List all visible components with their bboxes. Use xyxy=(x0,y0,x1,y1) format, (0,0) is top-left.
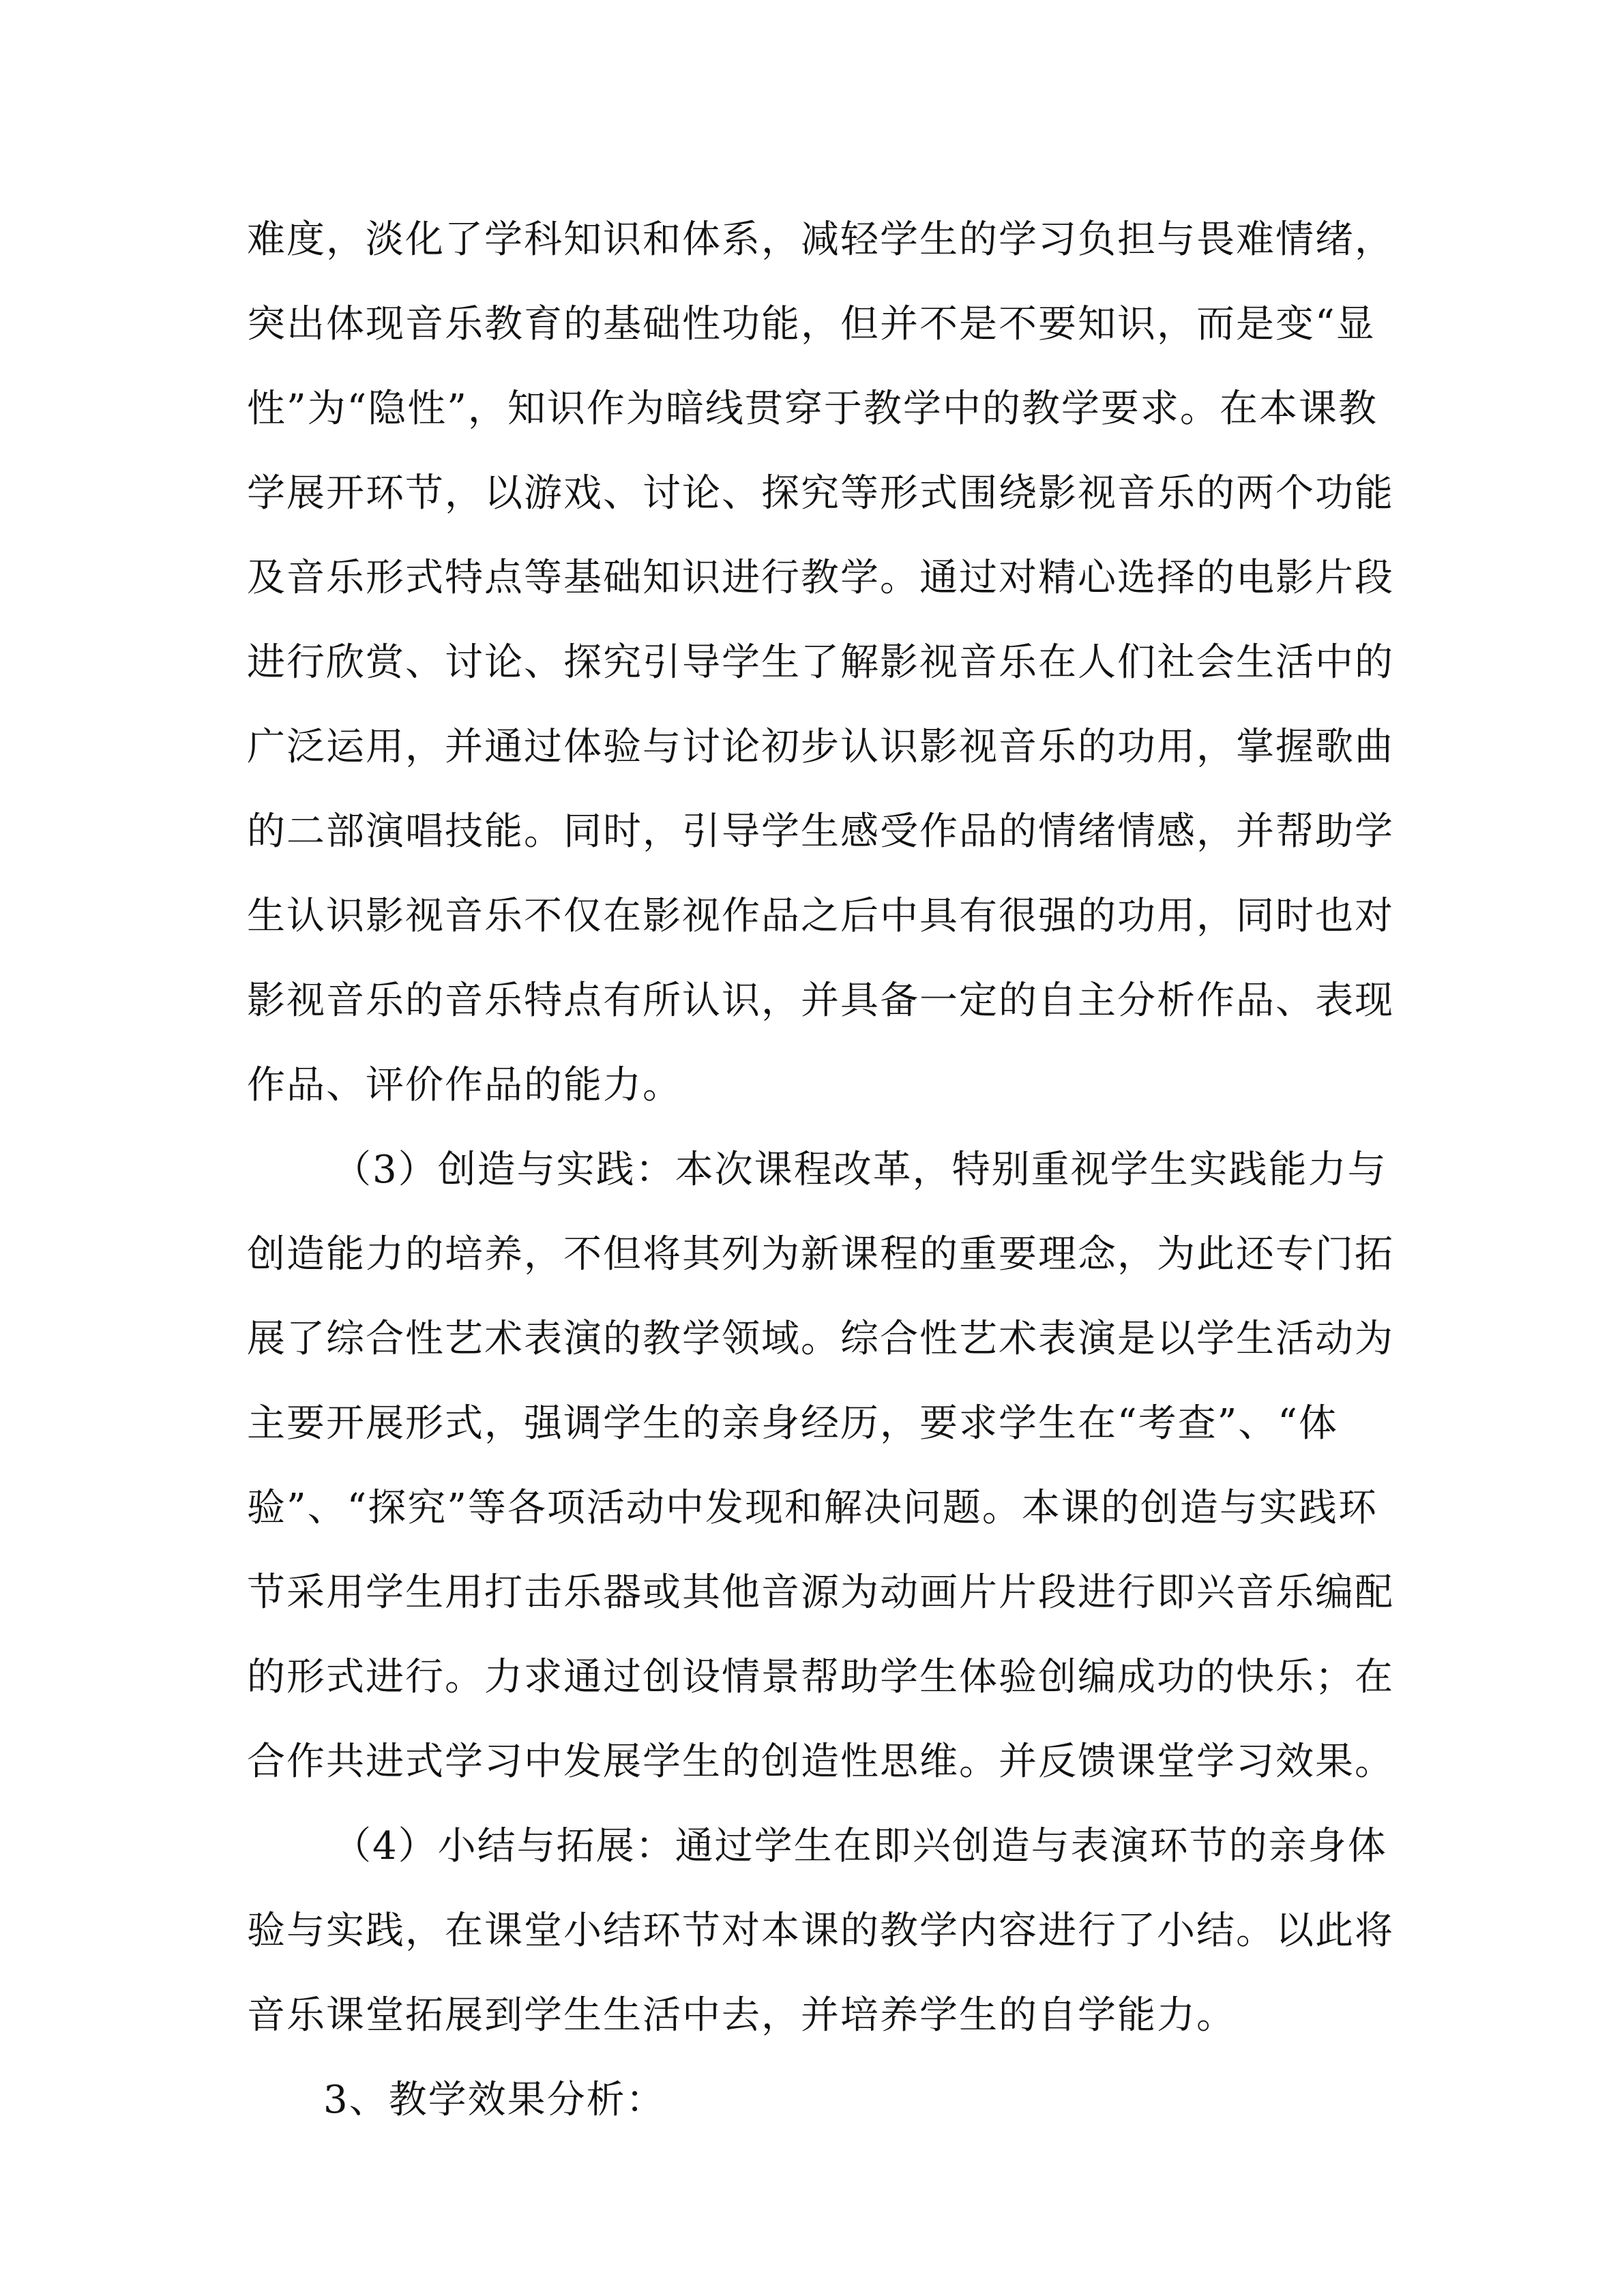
text-line: 主要开展形式，强调学生的亲身经历，要求学生在“考查”、“体 xyxy=(247,1401,1338,1446)
text-line: 验”、“探究”等各项活动中发现和解决问题。本课的创造与实践环 xyxy=(247,1486,1378,1530)
text-line: 影视音乐的音乐特点有所认识，并具备一定的自主分析作品、表现 xyxy=(247,979,1394,1023)
text-line: 合作共进式学习中发展学生的创造性思维。并反馈课堂学习效果。 xyxy=(247,1740,1394,1784)
text-line: 进行欣赏、讨论、探究引导学生了解影视音乐在人们社会生活中的 xyxy=(247,640,1394,685)
text-line: 验与实践，在课堂小结环节对本课的教学内容进行了小结。以此将 xyxy=(247,1909,1394,1953)
text-line: 的形式进行。力求通过创设情景帮助学生体验创编成功的快乐；在 xyxy=(247,1655,1394,1699)
text-line: 的二部演唱技能。同时，引导学生感受作品的情绪情感，并帮助学 xyxy=(247,809,1394,854)
text-line: 性”为“隐性”，知识作为暗线贯穿于教学中的教学要求。在本课教 xyxy=(247,387,1378,431)
text-line: 学展开环节，以游戏、讨论、探究等形式围绕影视音乐的两个功能 xyxy=(247,471,1394,516)
text-line: 音乐课堂拓展到学生生活中去，并培养学生的自学能力。 xyxy=(247,1993,1236,2038)
section-heading: 3、教学效果分析： xyxy=(323,2078,666,2122)
text-line: 突出体现音乐教育的基础性功能，但并不是不要知识，而是变“显 xyxy=(247,302,1376,346)
text-line: 生认识影视音乐不仅在影视作品之后中具有很强的功用，同时也对 xyxy=(247,894,1394,938)
paragraph-creation-practice xyxy=(247,1128,1394,1804)
text-line: （4）小结与拓展：通过学生在即兴创造与表演环节的亲身体 xyxy=(333,1824,1387,1868)
paragraph-teaching-content xyxy=(247,198,1394,1128)
text-line: 节采用学生用打击乐器或其他音源为动画片片段进行即兴音乐编配 xyxy=(247,1570,1394,1615)
text-line: 及音乐形式特点等基础知识进行教学。通过对精心选择的电影片段 xyxy=(247,556,1394,600)
paragraph-summary-extension xyxy=(247,1804,1394,2058)
document-body xyxy=(247,198,1394,2143)
text-line: （3）创造与实践：本次课程改革，特别重视学生实践能力与 xyxy=(333,1148,1387,1192)
text-line: 难度，淡化了学科知识和体系，减轻学生的学习负担与畏难情绪， xyxy=(247,218,1394,262)
text-line: 创造能力的培养，不但将其列为新课程的重要理念，为此还专门拓 xyxy=(247,1232,1394,1277)
text-line: 展了综合性艺术表演的教学领域。综合性艺术表演是以学生活动为 xyxy=(247,1317,1394,1361)
text-line: 广泛运用，并通过体验与讨论初步认识影视音乐的功用，掌握歌曲 xyxy=(247,725,1394,769)
text-line: 作品、评价作品的能力。 xyxy=(247,1063,682,1107)
